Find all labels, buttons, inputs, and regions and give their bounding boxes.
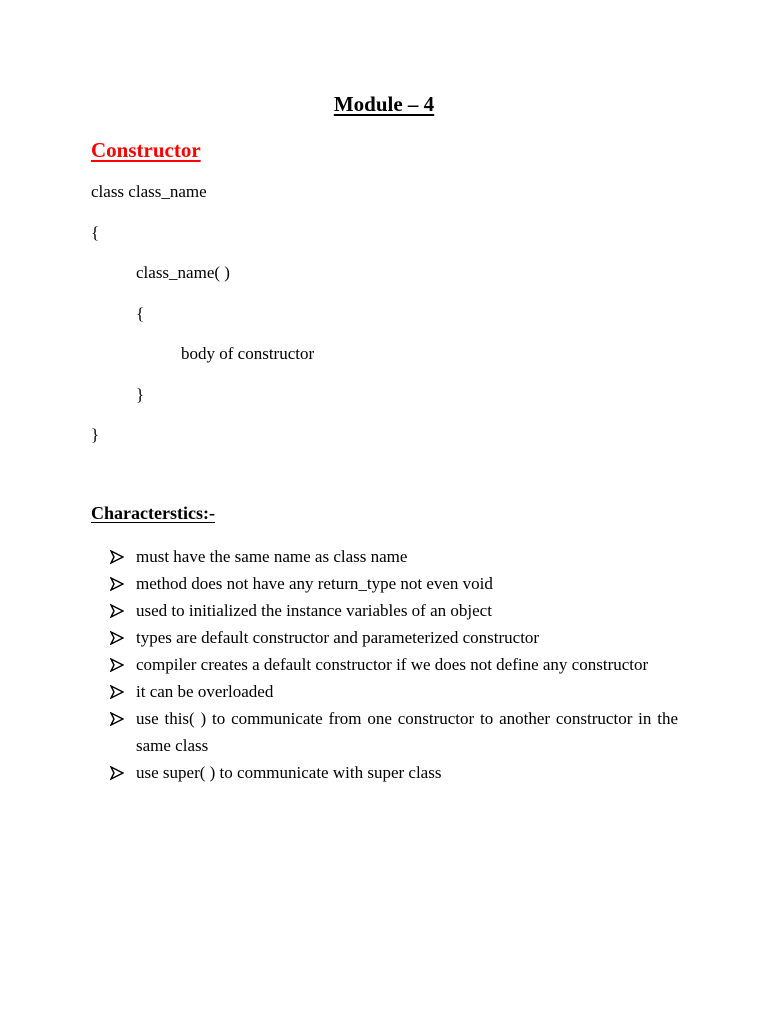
module-title: Module – 4 xyxy=(333,92,435,116)
code-line-constructor-open-brace: { xyxy=(136,304,145,323)
list-item-text: it can be overloaded xyxy=(136,682,274,701)
list-item xyxy=(110,705,678,759)
list-item xyxy=(110,678,678,705)
characteristics-list xyxy=(110,543,678,786)
arrow-bullet-icon xyxy=(110,685,124,699)
code-line-constructor-close-brace: } xyxy=(136,385,145,404)
list-item xyxy=(110,624,678,651)
code-line-close-brace: } xyxy=(91,425,100,444)
section-title: Constructor xyxy=(91,138,201,162)
list-item xyxy=(110,759,678,786)
list-item xyxy=(110,543,678,570)
arrow-bullet-icon xyxy=(110,577,124,591)
code-line-class-declaration: class class_name xyxy=(91,182,207,201)
list-item xyxy=(110,597,678,624)
arrow-bullet-icon xyxy=(110,658,124,672)
list-item-text: use this( ) to communicate from one constructor to another constructor in the same class xyxy=(136,709,678,755)
list-item-text: used to initialized the instance variables of an object xyxy=(136,601,492,620)
arrow-bullet-icon xyxy=(110,631,124,645)
arrow-bullet-icon xyxy=(110,766,124,780)
code-line-constructor-signature: class_name( ) xyxy=(136,263,230,282)
list-item-text: use super( ) to communicate with super class xyxy=(136,763,442,782)
list-item xyxy=(110,651,678,678)
list-item-text: must have the same name as class name xyxy=(136,547,408,566)
arrow-bullet-icon xyxy=(110,604,124,618)
code-line-open-brace: { xyxy=(91,223,100,242)
list-item-text: compiler creates a default constructor if we does not define any constructor xyxy=(136,655,649,674)
arrow-bullet-icon xyxy=(110,550,124,564)
code-line-constructor-body: body of constructor xyxy=(181,344,315,363)
list-item-text: types are default constructor and parameterized constructor xyxy=(136,628,540,647)
list-item xyxy=(110,570,678,597)
list-item-text: method does not have any return_type not even void xyxy=(136,574,493,593)
arrow-bullet-icon xyxy=(110,712,124,726)
characteristics-heading: Characterstics:- xyxy=(91,503,215,523)
